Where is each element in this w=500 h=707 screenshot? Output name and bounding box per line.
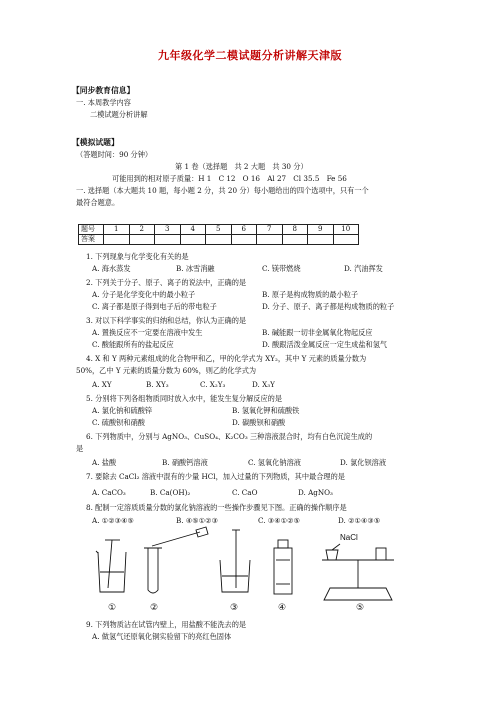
question-8: 8. 配制一定溶质质量分数的氯化钠溶液的一些操作步骤见下图。正确的操作顺序是: [86, 503, 347, 512]
option: C. 酸能跟所有的盐起反应: [92, 340, 174, 349]
option: B. XY₃: [146, 380, 169, 389]
table-cell: 6: [231, 225, 257, 235]
figure-label: ④: [278, 603, 287, 613]
option: B. 碱能跟一切非金属氧化物起反应: [262, 328, 373, 337]
question-7: 7. 要除去 CaCl₂ 溶液中混有的少量 HCl，加入过量的下列物质，其中最合理的是: [86, 472, 345, 481]
nacl-label: NaCl: [340, 533, 358, 542]
figure-label: ③: [230, 603, 239, 613]
option: D. 碳酸钡和硝酸: [232, 418, 286, 427]
section-heading-mock: 【模拟试题】: [72, 138, 119, 147]
option: C. ③④①②⑤: [258, 516, 301, 525]
option: B. 氢氧化钾和硫酸铁: [232, 406, 300, 415]
part-title: 第 1 卷（选择题 共 2 大题 共 30 分）: [175, 162, 308, 171]
question-2: 2. 下列关于分子、原子、离子的说法中，正确的是: [86, 278, 247, 287]
option: C. 硫酸钡和硝酸: [92, 418, 145, 427]
question-9: 9. 下列物质沾在试管内壁上，用盐酸不能洗去的是: [86, 620, 247, 629]
instruction-line: 最符合题意。: [76, 198, 120, 207]
option: D. 分子、原子、离子都是构成物质的粒子: [262, 302, 395, 311]
question-6-cont: 是: [76, 444, 84, 453]
table-cell: 8: [282, 225, 308, 235]
option: B. Ca(OH)₂: [150, 488, 191, 497]
option: B. 原子是构成物质的最小粒子: [262, 290, 359, 299]
option: A. XY: [92, 380, 112, 389]
option: B. ④⑤①②③: [176, 516, 219, 525]
table-cell: 7: [257, 225, 283, 235]
option: A. 做氢气还原氧化铜实验留下的亮红色固体: [92, 632, 232, 641]
table-cell: 3: [155, 225, 181, 235]
content-line: 二模试题分析讲解: [90, 110, 148, 119]
question-3: 3. 对以下科学事实的归纳和总结，你认为正确的是: [86, 316, 247, 325]
content-line: 一. 本周教学内容: [76, 98, 131, 107]
option: B. 硝酸钙溶液: [162, 458, 208, 467]
table-cell: 2: [129, 225, 155, 235]
option: C. CaO: [232, 488, 258, 497]
table-cell: 10: [333, 225, 359, 235]
section-heading-sync: 【同步教育信息】: [72, 86, 135, 95]
option: C. 氢氧化钠溶液: [248, 458, 301, 467]
option: A. ①②③④⑤: [92, 516, 134, 525]
option: A. 分子是化学变化中的最小粒子: [92, 290, 196, 299]
option: A. CaCO₃: [92, 488, 126, 497]
table-cell: 4: [180, 225, 206, 235]
atomic-mass-line: 可能用到的相对原子质量：H 1 C 12 O 16 Al 27 Cl 35.5 Fe 56: [112, 174, 347, 183]
table-cell: 5: [206, 225, 232, 235]
option: C. 离子都是原子得到电子后的带电粒子: [92, 302, 217, 311]
table-cell: 题号: [79, 225, 104, 235]
option: C. 镁带燃烧: [262, 264, 301, 273]
figure-label: ②: [150, 603, 159, 613]
option: D. 氯化钡溶液: [340, 458, 387, 467]
reagent-bottle-icon: [274, 540, 292, 594]
table-cell: 答案: [79, 235, 104, 245]
question-4: 4. X 和 Y 两种元素组成的化合物甲和乙，甲的化学式为 XY₂，其中 Y 元素的质量分数为: [86, 354, 367, 363]
option: C. X₂Y₃: [200, 380, 226, 389]
figure-label: ①: [108, 603, 117, 613]
option: D. 酸跟活泼金属反应一定生成盐和氢气: [262, 340, 388, 349]
option: D. AgNO₃: [298, 488, 333, 497]
stirring-rod-icon: [220, 530, 250, 592]
option: A. 置换反应不一定要在溶液中发生: [92, 328, 203, 337]
option: A. 氯化钠和硫酸锌: [92, 406, 153, 415]
instruction-line: 一. 选择题（本大题共 10 题，每小题 2 分，共 20 分）每小题给出的四个选项中，只有一个: [76, 186, 369, 195]
balance-icon: [322, 544, 394, 600]
beaker-icon: [96, 540, 126, 592]
figure-label: ⑤: [356, 603, 365, 613]
table-cell: 9: [308, 225, 334, 235]
option: B. 冰雪消融: [176, 264, 215, 273]
option: D. 汽油挥发: [344, 264, 383, 273]
question-1: 1. 下列现象与化学变化有关的是: [86, 252, 189, 261]
option: A. 盐酸: [92, 458, 117, 467]
question-4-cont: 50%，乙中 Y 元素的质量分数为 60%，则乙的化学式为: [76, 366, 257, 375]
option: D. X₃Y: [252, 380, 275, 389]
document-title: 九年级化学二模试题分析讲解天津版: [158, 49, 342, 62]
question-6: 6. 下列物质中，分别与 AgNO₃、CuSO₄、K₂CO₃ 三种溶液混合时，均有白色沉淀生成的: [86, 432, 373, 441]
question-5: 5. 分别将下列各组物质同时放入水中，能发生复分解反应的是: [86, 394, 283, 403]
table-cell: 1: [104, 225, 130, 235]
time-note: （答题时间：90 分钟）: [76, 150, 153, 159]
option: A. 海水蒸发: [92, 264, 131, 273]
option: D. ②①④③⑤: [338, 516, 381, 525]
dropper-icon: [144, 527, 208, 593]
